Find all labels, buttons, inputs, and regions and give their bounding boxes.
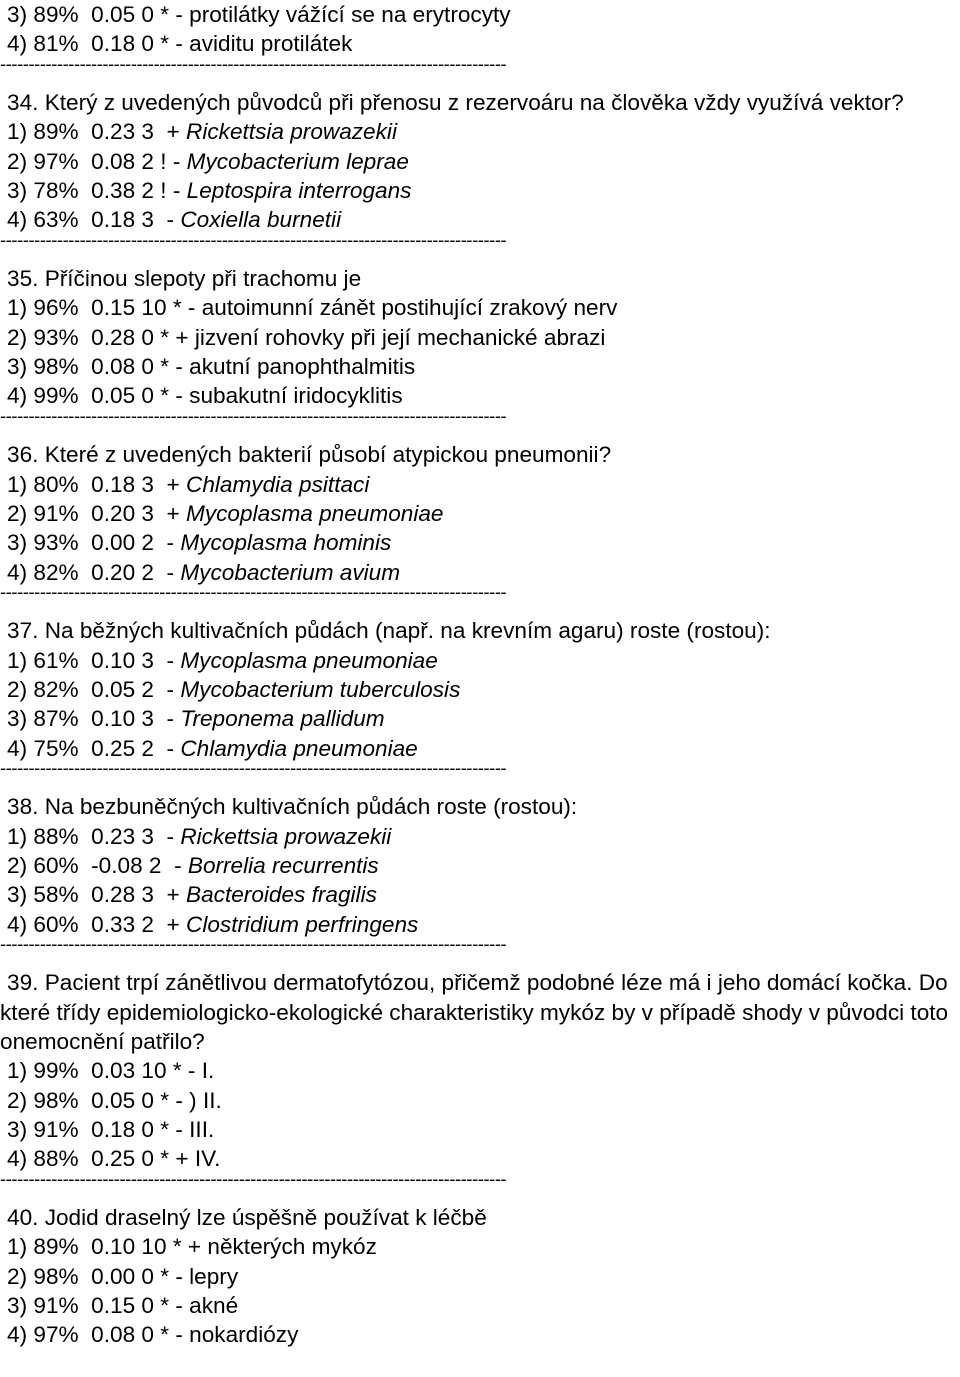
question-text [0,440,960,469]
question-text [0,792,960,821]
option-percent: 99% [33,1058,92,1084]
option-number: 1) [7,295,34,321]
question-number: 39. [7,970,45,996]
option-stats: 0.05 0 * [91,2,176,27]
option-text: jizvení rohovky při její mechanické abrazi [194,324,606,350]
option-stats: 0.23 3 [91,823,167,849]
option-number: 2) [7,324,34,350]
option-sign: - [166,676,181,702]
option-stats: 0.18 0 * [91,31,176,57]
answer-option [0,1291,960,1320]
question-body: Na bezbuněčných kultivačních půdách roste (rostou): [44,794,578,820]
option-number: 2) [7,1087,34,1113]
option-number: 3) [7,706,34,732]
option-stats: 0.28 0 * [91,324,176,350]
option-text: ) II. [189,1087,222,1113]
option-text: Clostridium perfringens [186,911,419,937]
option-text: Mycoplasma pneumoniae [186,500,444,526]
option-number: 4) [7,31,34,57]
option-percent: 89% [33,1234,92,1260]
option-sign: - [174,852,188,878]
option-number: 4) [7,735,34,761]
option-stats: 0.18 3 [91,471,167,497]
option-percent: 97% [33,1322,92,1348]
answer-option [0,704,960,733]
separator-line: ----------------------------------------------------------------------------------------- [0,410,507,426]
question-number: 40. [7,1205,45,1231]
option-percent: 88% [33,1146,92,1172]
option-stats: 0.08 2 ! [91,148,173,174]
separator-line: ----------------------------------------------------------------------------------------- [0,58,507,74]
option-text: lepry [189,1263,239,1289]
option-percent: 89% [33,2,92,27]
option-sign: - [166,647,181,673]
option-number: 4) [7,1146,34,1172]
option-stats: 0.20 2 [91,559,167,585]
option-number: 3) [7,2,34,27]
option-number: 3) [7,1293,34,1319]
option-number: 1) [7,1234,34,1260]
option-stats: 0.10 10 * [91,1234,188,1260]
option-stats: 0.33 2 [91,911,167,937]
option-number: 3) [7,354,34,380]
separator-line: ----------------------------------------------------------------------------------------- [0,234,507,250]
option-stats: 0.23 3 [91,119,167,145]
option-sign: - [175,1263,190,1289]
option-sign: - [166,735,181,761]
option-text: Bacteroides fragilis [186,882,377,908]
option-stats: 0.03 10 * [91,1058,188,1084]
option-percent: 78% [33,178,92,204]
option-text: Rickettsia prowazekii [186,119,397,145]
option-text: III. [189,1117,215,1143]
separator-line: ----------------------------------------------------------------------------------------- [0,762,507,778]
option-sign: + [187,1234,208,1260]
option-sign: - [166,530,181,556]
option-number: 3) [7,178,34,204]
option-percent: 93% [33,324,92,350]
question-number: 37. [7,618,45,644]
option-number: 4) [7,1322,34,1348]
option-percent: 91% [33,1117,92,1143]
option-percent: 88% [33,823,92,849]
question-number: 36. [7,442,45,468]
option-text: Mycobacterium avium [180,559,401,585]
option-sign: + [166,500,187,526]
option-text: aviditu protilátek [189,31,353,57]
option-stats: 0.10 3 [91,647,167,673]
option-percent: 82% [33,559,92,585]
option-number: 2) [7,676,34,702]
option-percent: 63% [33,207,92,233]
option-stats: 0.05 0 * [91,1087,176,1113]
option-text: akutní panophthalmitis [189,354,416,380]
answer-option [0,323,960,352]
option-stats: 0.15 10 * [91,295,188,321]
question-body: Příčinou slepoty při trachomu je [44,266,362,292]
option-stats: 0.18 3 [91,207,167,233]
option-sign: - [175,1322,190,1348]
question-number: 35. [7,266,45,292]
option-sign: - [187,295,202,321]
option-sign: - [175,354,190,380]
option-text: subakutní iridocyklitis [189,383,403,409]
option-stats: 0.18 0 * [91,1117,176,1143]
option-percent: 91% [33,1293,92,1319]
answer-option [0,1144,960,1173]
answer-option [0,528,960,557]
answer-option [0,147,960,176]
option-number: 1) [7,647,34,673]
option-text: akné [189,1293,239,1319]
option-stats: 0.08 0 * [91,354,176,380]
separator-line: ----------------------------------------------------------------------------------------- [0,939,507,954]
option-percent: 60% [33,852,92,878]
option-percent: 80% [33,471,92,497]
option-stats: 0.20 3 [91,500,167,526]
option-percent: 58% [33,882,92,908]
option-text: Treponema pallidum [180,706,385,732]
option-sign: - [175,383,190,409]
question-number: 38. [7,794,45,820]
option-percent: 99% [33,383,92,409]
option-text: Mycobacterium tuberculosis [180,676,461,702]
option-stats: 0.15 0 * [91,1293,176,1319]
option-stats: 0.28 3 [91,882,167,908]
option-sign: - [175,1293,190,1319]
answer-option [0,1262,960,1291]
option-percent: 87% [33,706,92,732]
option-sign: - [187,1058,202,1084]
option-text: Borrelia recurrentis [187,852,379,878]
option-number: 3) [7,882,34,908]
option-percent: 98% [33,354,92,380]
option-stats: 0.05 0 * [91,383,176,409]
option-percent: 96% [33,295,92,321]
answer-option [0,1232,960,1261]
option-number: 4) [7,911,34,937]
option-stats: 0.05 2 [91,676,167,702]
option-percent: 75% [33,735,92,761]
answer-option [0,558,960,587]
answer-option [0,381,960,410]
answer-option [0,1056,960,1085]
answer-option [0,176,960,205]
option-sign: - [175,1087,190,1113]
question-text [0,968,960,1056]
option-percent: 61% [33,647,92,673]
option-stats: 0.00 2 [91,530,167,556]
answer-option [0,29,960,58]
question-body: Který z uvedených původců při přenosu z rezervoáru na člověka vždy využívá vektor? [44,90,904,116]
option-sign: - [172,178,187,204]
answer-option [0,499,960,528]
answer-option [0,1115,960,1144]
option-sign: + [166,119,187,145]
option-text: autoimunní zánět postihující zrakový nerv [201,295,618,321]
answer-option [0,1320,960,1349]
answer-option [0,910,960,939]
option-stats: -0.08 2 [91,852,175,878]
answer-option [0,734,960,763]
answer-option [0,0,960,29]
option-percent: 81% [33,31,92,57]
option-number: 4) [7,383,34,409]
question-body: Které z uvedených bakterií působí atypickou pneumonii? [44,442,612,468]
answer-option [0,470,960,499]
option-text: IV. [194,1146,221,1172]
answer-option [0,205,960,234]
option-stats: 0.38 2 ! [91,178,173,204]
option-number: 2) [7,500,34,526]
answer-option [0,675,960,704]
question-text [0,264,960,293]
option-percent: 91% [33,500,92,526]
option-percent: 98% [33,1263,92,1289]
option-number: 2) [7,1263,34,1289]
separator-line: ----------------------------------------------------------------------------------------- [0,586,507,602]
option-text: Mycobacterium leprae [186,148,409,174]
option-percent: 89% [33,119,92,145]
option-number: 1) [7,471,34,497]
question-body: Jodid draselný lze úspěšně používat k léčbě [44,1205,487,1231]
option-stats: 0.10 3 [91,706,167,732]
option-percent: 97% [33,148,92,174]
option-text: Leptospira interrogans [186,178,412,204]
option-text: Mycoplasma hominis [180,530,392,556]
option-sign: + [175,324,195,350]
option-sign: - [175,1117,190,1143]
option-text: Mycoplasma pneumoniae [180,647,438,673]
option-number: 2) [7,148,34,174]
option-number: 4) [7,559,34,585]
option-stats: 0.08 0 * [91,1322,176,1348]
answer-option [0,352,960,381]
option-number: 2) [7,852,34,878]
answer-option [0,646,960,675]
option-number: 1) [7,1058,34,1084]
option-sign: - [175,31,190,57]
answer-option [0,117,960,146]
answer-option [0,822,960,851]
answer-option [0,1086,960,1115]
question-body: Na běžných kultivačních půdách (např. na krevním agaru) roste (rostou): [44,618,771,644]
option-sign: - [166,207,181,233]
option-sign: - [166,559,181,585]
question-text [0,1203,960,1232]
question-text [0,616,960,645]
option-percent: 98% [33,1087,92,1113]
option-percent: 93% [33,530,92,556]
option-stats: 0.25 0 * [91,1146,176,1172]
option-number: 3) [7,530,34,556]
option-sign: + [166,911,187,937]
option-stats: 0.00 0 * [91,1263,176,1289]
question-body: Pacient trpí zánětlivou dermatofytózou, přičemž podobné léze má i jeho domácí kočka. Do které třídy epidemiologicko-ekologické charakteristiky mykóz by v případě shody v původci toto onemocnění patřilo? [0,970,949,1055]
option-text: I. [201,1058,215,1084]
question-text [0,88,960,117]
option-sign: - [166,706,181,732]
option-text: Chlamydia psittaci [186,471,370,497]
answer-option [0,880,960,909]
option-sign: + [175,1146,195,1172]
option-text: nokardiózy [189,1322,299,1348]
option-sign: + [166,882,187,908]
separator-line: ----------------------------------------------------------------------------------------- [0,1173,507,1189]
option-percent: 60% [33,911,92,937]
option-sign: - [172,148,187,174]
option-sign: - [175,2,190,27]
option-number: 3) [7,1117,34,1143]
option-text: Chlamydia pneumoniae [180,735,418,761]
option-number: 4) [7,207,34,233]
option-percent: 82% [33,676,92,702]
question-number: 34. [7,90,45,116]
answer-option [0,851,960,880]
option-sign: + [166,471,187,497]
option-text: některých mykóz [207,1234,377,1260]
option-text: protilátky vážící se na erytrocyty [189,2,511,27]
option-text: Rickettsia prowazekii [180,823,392,849]
option-text: Coxiella burnetii [180,207,342,233]
option-stats: 0.25 2 [91,735,167,761]
option-number: 1) [7,823,34,849]
option-sign: - [166,823,181,849]
option-number: 1) [7,119,34,145]
answer-option [0,293,960,322]
